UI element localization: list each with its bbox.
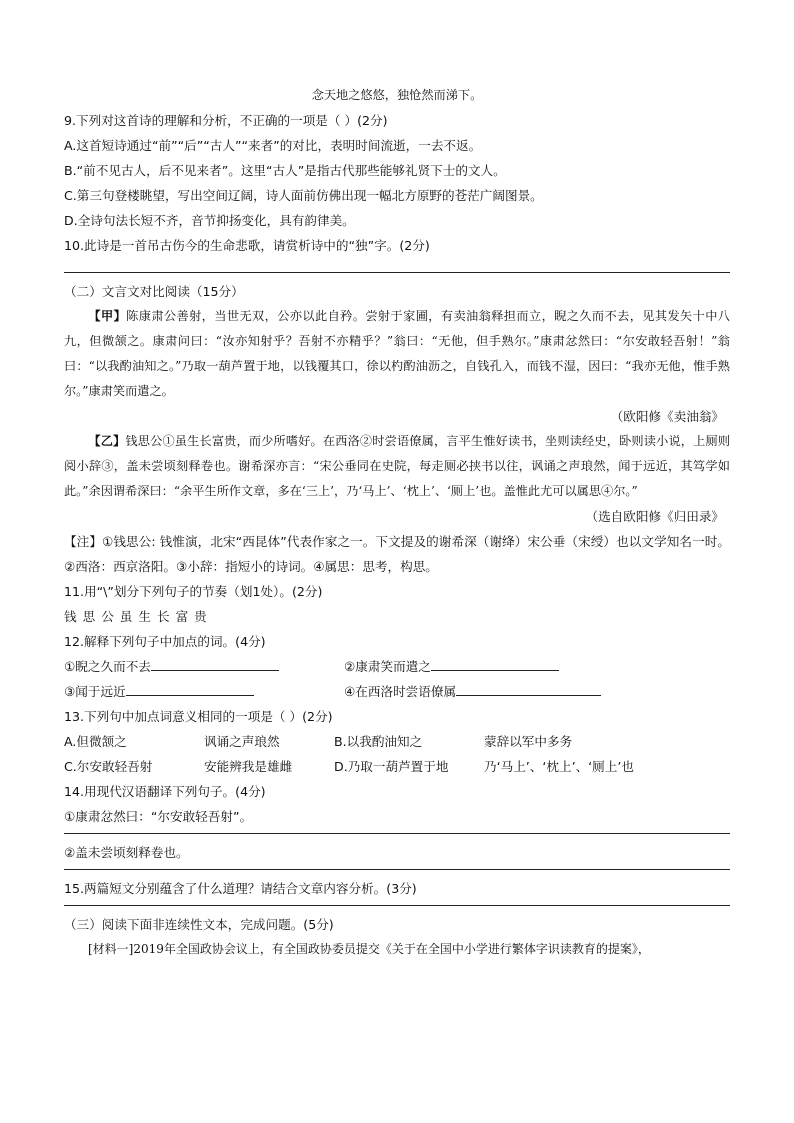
q12-blank-3[interactable]	[126, 681, 254, 696]
q10-answer-line[interactable]	[64, 258, 730, 273]
passage-jia	[64, 304, 730, 404]
passage-jia-text: 陈康肃公善射，当世无双，公亦以此自矜。尝射于家圃，有卖油翁释担而立，睨之久而不去，见其发矢十中八九，但微颔之。康肃问曰：“汝亦知射乎？吾射不亦精乎？”翁曰：“无他，但手熟尔。”康肃忿然曰：“尔安敢轻吾射！”翁曰：“以我酌油知之。”乃取一葫芦置于地，以钱覆其口，徐以杓酌油沥之，自钱孔入，而钱不湿，因曰：“我亦无他，惟手熟尔。”康肃笑而遣之。	[64, 309, 730, 398]
q13-option-d-1: D.乃取一葫芦置于地	[334, 759, 449, 774]
section2-title: （二）文言文对比阅读（15分）	[64, 284, 244, 299]
q13-option-a-2: 讽诵之声琅然	[204, 734, 280, 749]
q14-item-1: ①康肃忿然曰：“尔安敢轻吾射”。	[64, 809, 253, 824]
passage-yi	[64, 429, 730, 504]
passage-yi-text: 钱思公①虽生长富贵，而少所嗜好。在西洛②时尝语僚属，言平生惟好读书，坐则读经史，卧则读小说，上厕则阅小辞③，盖未尝顷刻释卷也。谢希深亦言：“宋公垂同在史院，每走厕必挟书以往，讽诵之声琅然，闻于远近，其笃学如此。”余因谓希深曰：“余平生所作文章，多在‘三上’，乃‘马上’、‘枕上’、‘厕上’也。盖惟此尤可以属思④尔。”	[64, 434, 731, 498]
q12-item-4: ④在西洛时尝语僚属	[344, 684, 457, 699]
q13-option-a-1: A.但微颔之	[64, 734, 127, 749]
passage-yi-label: 【乙】	[88, 434, 126, 448]
q11-sentence: 钱思公虽生长富贵	[64, 609, 213, 624]
passage-jia-label: 【甲】	[88, 309, 127, 323]
q14-answer-line-1[interactable]	[64, 829, 730, 834]
q9-option-c: C.第三句登楼眺望，写出空间辽阔，诗人面前仿佛出现一幅北方原野的苍茫广阔图景。	[64, 188, 543, 203]
q13-row-1	[64, 729, 730, 754]
q12-blank-4[interactable]	[456, 681, 601, 696]
material1-text: [材料一]2019年全国政协会议上，有全国政协委员提交《关于在全国中小学进行繁体字识读教育的提案》，	[88, 942, 650, 956]
q12-item-1: ①睨之久而不去	[64, 659, 151, 674]
q9-stem: 9.下列对这首诗的理解和分析，不正确的一项是（ ）(2分)	[64, 113, 388, 128]
q15-answer-line[interactable]	[64, 901, 730, 906]
q13-stem: 13.下列句中加点词意义相同的一项是（ ）(2分)	[64, 709, 333, 724]
q12-item-2: ②康肃笑而遣之	[344, 659, 431, 674]
q13-option-c-2: 安能辨我是雄雌	[204, 759, 293, 774]
q9-option-a: A.这首短诗通过“前”“后”“古人”“来者”的对比，表明时间流逝，一去不返。	[64, 138, 482, 153]
passage-jia-source: （欧阳修《卖油翁》	[610, 409, 724, 424]
q14-answer-line-2[interactable]	[64, 865, 730, 870]
q12-row-1	[64, 654, 730, 679]
q12-item-3: ③闻于远近	[64, 684, 126, 699]
passage-yi-source: （选自欧阳修《归田录》	[585, 509, 724, 524]
q9-option-b: B.“前不见古人，后不见来者”。这里“古人”是指古代那些能够礼贤下士的文人。	[64, 163, 506, 178]
q14-item-2: ②盖未尝顷刻释卷也。	[64, 845, 189, 860]
annotation-note: 【注】①钱思公: 钱惟演，北宋“西昆体”代表作家之一。下文提及的谢希深（谢绛）宋公垂（宋绶）也以文学知名一时。②西洛：西京洛阳。③小辞：指短小的诗词。④属思：思考，构思。	[64, 534, 730, 574]
q11-stem: 11.用“\”划分下列句子的节奏（划1处）。(2分)	[64, 584, 323, 599]
q12-stem: 12.解释下列句子中加点的词。(4分)	[64, 634, 266, 649]
poem-line: 念天地之悠悠，独怆然而涕下。	[311, 88, 483, 102]
q10-stem: 10.此诗是一首吊古伤今的生命悲歌，请赏析诗中的“独”字。(2分)	[64, 238, 430, 253]
exam-page	[64, 86, 730, 962]
q14-stem: 14.用现代汉语翻译下列句子。(4分)	[64, 784, 266, 799]
q9-option-d: D.全诗句法长短不齐，音节抑扬变化，具有韵律美。	[64, 213, 355, 228]
q13-option-b-2: 蒙辞以军中多务	[484, 734, 573, 749]
q12-blank-1[interactable]	[151, 656, 279, 671]
q12-blank-2[interactable]	[431, 656, 559, 671]
q13-option-d-2: 乃‘马上’、‘枕上’、‘厕上’也	[484, 759, 634, 774]
q12-row-2	[64, 679, 730, 704]
section3-title: （三）阅读下面非连续性文本，完成问题。(5分)	[64, 917, 334, 932]
q13-row-2	[64, 754, 730, 779]
q15-stem: 15.两篇短文分别蕴含了什么道理？请结合文章内容分析。(3分)	[64, 881, 417, 896]
q13-option-c-1: C.尔安敢轻吾射	[64, 759, 153, 774]
q13-option-b-1: B.以我酌油知之	[334, 734, 423, 749]
